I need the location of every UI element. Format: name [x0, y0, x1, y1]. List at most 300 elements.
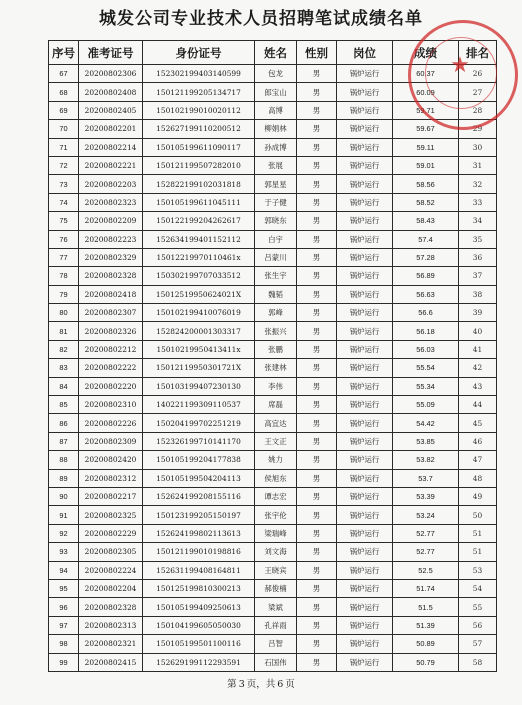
cell-name: 吕蒙川	[255, 248, 297, 266]
cell-rank: 31	[459, 156, 497, 174]
cell-position: 锅炉运行	[337, 120, 393, 138]
cell-score: 53.24	[393, 506, 459, 524]
cell-rank: 51	[459, 543, 497, 561]
cell-gender: 男	[297, 322, 337, 340]
cell-name: 张鹏	[255, 340, 297, 358]
cell-rank: 28	[459, 101, 497, 119]
cell-score: 55.34	[393, 377, 459, 395]
cell-position: 锅炉运行	[337, 175, 393, 193]
cell-name: 白宇	[255, 230, 297, 248]
cell-exam-id: 20200802226	[79, 414, 143, 432]
cell-seq: 69	[49, 101, 79, 119]
cell-id-card: 140221199309110537	[143, 396, 255, 414]
cell-name: 郝俊楠	[255, 579, 297, 597]
cell-seq: 82	[49, 340, 79, 358]
cell-gender: 男	[297, 561, 337, 579]
cell-exam-id: 20200802221	[79, 156, 143, 174]
header-rank: 排名	[459, 41, 497, 65]
cell-gender: 男	[297, 396, 337, 414]
cell-score: 52.77	[393, 543, 459, 561]
table-row	[49, 212, 497, 230]
cell-score: 53.85	[393, 432, 459, 450]
cell-id-card: 152629199112293591	[143, 653, 255, 671]
cell-seq: 90	[49, 487, 79, 505]
cell-position: 锅炉运行	[337, 432, 393, 450]
page-footer	[0, 676, 522, 690]
cell-rank: 56	[459, 616, 497, 634]
cell-rank: 50	[459, 506, 497, 524]
cell-score: 51.74	[393, 579, 459, 597]
cell-score: 50.89	[393, 635, 459, 653]
cell-score: 56.03	[393, 340, 459, 358]
cell-name: 张宇伦	[255, 506, 297, 524]
cell-score: 59.01	[393, 156, 459, 174]
cell-name: 张振兴	[255, 322, 297, 340]
cell-name: 孙成博	[255, 138, 297, 156]
cell-position: 锅炉运行	[337, 267, 393, 285]
cell-position: 锅炉运行	[337, 65, 393, 83]
cell-gender: 男	[297, 616, 337, 634]
cell-id-card: 15012519950624021X	[143, 285, 255, 303]
cell-name: 张展	[255, 156, 297, 174]
cell-id-card: 152326199710141170	[143, 432, 255, 450]
cell-seq: 96	[49, 598, 79, 616]
cell-gender: 男	[297, 451, 337, 469]
cell-name: 席磊	[255, 396, 297, 414]
cell-id-card: 150105199504204113	[143, 469, 255, 487]
cell-seq: 97	[49, 616, 79, 634]
table-row	[49, 83, 497, 101]
cell-id-card: 15012219970110461x	[143, 248, 255, 266]
cell-rank: 54	[459, 579, 497, 597]
cell-position: 锅炉运行	[337, 359, 393, 377]
cell-gender: 男	[297, 487, 337, 505]
cell-exam-id: 20200802408	[79, 83, 143, 101]
cell-seq: 70	[49, 120, 79, 138]
cell-score: 56.18	[393, 322, 459, 340]
table-row	[49, 359, 497, 377]
cell-seq: 99	[49, 653, 79, 671]
cell-seq: 81	[49, 322, 79, 340]
cell-gender: 男	[297, 653, 337, 671]
cell-score: 57.4	[393, 230, 459, 248]
cell-name: 吕智	[255, 635, 297, 653]
cell-id-card: 152634199401152112	[143, 230, 255, 248]
cell-rank: 30	[459, 138, 497, 156]
cell-rank: 47	[459, 451, 497, 469]
table-row	[49, 101, 497, 119]
cell-name: 高博	[255, 101, 297, 119]
cell-seq: 77	[49, 248, 79, 266]
cell-score: 53.7	[393, 469, 459, 487]
table-row	[49, 156, 497, 174]
cell-position: 锅炉运行	[337, 285, 393, 303]
cell-seq: 87	[49, 432, 79, 450]
cell-score: 55.09	[393, 396, 459, 414]
cell-position: 锅炉运行	[337, 414, 393, 432]
cell-score: 55.54	[393, 359, 459, 377]
cell-id-card: 150121199010198816	[143, 543, 255, 561]
cell-score: 53.82	[393, 451, 459, 469]
table-row	[49, 451, 497, 469]
cell-gender: 男	[297, 267, 337, 285]
cell-rank: 27	[459, 83, 497, 101]
cell-seq: 78	[49, 267, 79, 285]
cell-gender: 男	[297, 579, 337, 597]
cell-score: 52.5	[393, 561, 459, 579]
cell-id-card: 150104199605050030	[143, 616, 255, 634]
cell-rank: 48	[459, 469, 497, 487]
table-row	[49, 469, 497, 487]
cell-position: 锅炉运行	[337, 487, 393, 505]
cell-id-card: 150121199205134717	[143, 83, 255, 101]
cell-exam-id: 20200802415	[79, 653, 143, 671]
header-name: 姓名	[255, 41, 297, 65]
cell-id-card: 152627199110200512	[143, 120, 255, 138]
cell-position: 锅炉运行	[337, 322, 393, 340]
cell-gender: 男	[297, 524, 337, 542]
cell-rank: 55	[459, 598, 497, 616]
cell-exam-id: 20200802329	[79, 248, 143, 266]
cell-score: 52.77	[393, 524, 459, 542]
cell-gender: 男	[297, 65, 337, 83]
cell-id-card: 152822199102031818	[143, 175, 255, 193]
cell-gender: 男	[297, 543, 337, 561]
cell-seq: 85	[49, 396, 79, 414]
cell-exam-id: 20200802306	[79, 65, 143, 83]
cell-seq: 91	[49, 506, 79, 524]
cell-id-card: 150204199702251219	[143, 414, 255, 432]
table-row	[49, 579, 497, 597]
cell-exam-id: 20200802418	[79, 285, 143, 303]
cell-seq: 98	[49, 635, 79, 653]
cell-position: 锅炉运行	[337, 230, 393, 248]
cell-id-card: 150105199611045111	[143, 193, 255, 211]
cell-exam-id: 20200802405	[79, 101, 143, 119]
table-row	[49, 561, 497, 579]
cell-score: 51.5	[393, 598, 459, 616]
cell-name: 高宜达	[255, 414, 297, 432]
cell-position: 锅炉运行	[337, 635, 393, 653]
cell-id-card: 150105199204177838	[143, 451, 255, 469]
star-icon: ★	[450, 53, 470, 78]
cell-seq: 79	[49, 285, 79, 303]
cell-gender: 男	[297, 175, 337, 193]
header-position: 岗位	[337, 41, 393, 65]
cell-name: 孔祥雨	[255, 616, 297, 634]
table-row	[49, 635, 497, 653]
cell-name: 王文正	[255, 432, 297, 450]
cell-id-card: 152302199403140599	[143, 65, 255, 83]
document-title: 城发公司专业技术人员招聘笔试成绩名单	[99, 9, 423, 29]
cell-rank: 43	[459, 377, 497, 395]
cell-exam-id: 20200802222	[79, 359, 143, 377]
cell-seq: 72	[49, 156, 79, 174]
cell-position: 锅炉运行	[337, 304, 393, 322]
cell-name: 石国伟	[255, 653, 297, 671]
cell-id-card: 150102199410076019	[143, 304, 255, 322]
table-row	[49, 377, 497, 395]
cell-exam-id: 20200802305	[79, 543, 143, 561]
table-body	[49, 65, 497, 672]
cell-position: 锅炉运行	[337, 377, 393, 395]
footer-page-number: 3	[238, 679, 245, 690]
cell-id-card: 15012119950301721X	[143, 359, 255, 377]
cell-gender: 男	[297, 359, 337, 377]
footer-total-unit: 页	[285, 679, 295, 690]
table-row	[49, 322, 497, 340]
cell-seq: 89	[49, 469, 79, 487]
cell-rank: 33	[459, 193, 497, 211]
cell-exam-id: 20200802204	[79, 579, 143, 597]
cell-score: 58.43	[393, 212, 459, 230]
cell-name: 郭峰	[255, 304, 297, 322]
cell-position: 锅炉运行	[337, 561, 393, 579]
cell-gender: 男	[297, 248, 337, 266]
cell-seq: 86	[49, 414, 79, 432]
cell-seq: 92	[49, 524, 79, 542]
cell-score: 57.28	[393, 248, 459, 266]
table-row	[49, 414, 497, 432]
cell-seq: 67	[49, 65, 79, 83]
cell-exam-id: 20200802321	[79, 635, 143, 653]
table-row	[49, 248, 497, 266]
cell-exam-id: 20200802309	[79, 432, 143, 450]
cell-id-card: 150121199507282010	[143, 156, 255, 174]
cell-exam-id: 20200802203	[79, 175, 143, 193]
header-exam-id: 准考证号	[79, 41, 143, 65]
cell-rank: 58	[459, 653, 497, 671]
cell-seq: 76	[49, 230, 79, 248]
header-seq: 序号	[49, 41, 79, 65]
cell-seq: 88	[49, 451, 79, 469]
cell-rank: 39	[459, 304, 497, 322]
cell-id-card: 15010219950413411x	[143, 340, 255, 358]
cell-rank: 44	[459, 396, 497, 414]
table-row	[49, 598, 497, 616]
cell-exam-id: 20200802220	[79, 377, 143, 395]
cell-exam-id: 20200802229	[79, 524, 143, 542]
cell-position: 锅炉运行	[337, 193, 393, 211]
table-row	[49, 175, 497, 193]
table-row	[49, 396, 497, 414]
table-row	[49, 524, 497, 542]
cell-score: 56.63	[393, 285, 459, 303]
cell-rank: 42	[459, 359, 497, 377]
cell-name: 张生宇	[255, 267, 297, 285]
footer-prefix: 第	[227, 679, 237, 690]
cell-rank: 57	[459, 635, 497, 653]
cell-rank: 32	[459, 175, 497, 193]
cell-name: 刘文海	[255, 543, 297, 561]
cell-gender: 男	[297, 414, 337, 432]
cell-exam-id: 20200802209	[79, 212, 143, 230]
cell-seq: 94	[49, 561, 79, 579]
cell-seq: 68	[49, 83, 79, 101]
cell-position: 锅炉运行	[337, 469, 393, 487]
cell-position: 锅炉运行	[337, 101, 393, 119]
cell-name: 姚力	[255, 451, 297, 469]
cell-rank: 29	[459, 120, 497, 138]
cell-name: 王晓宾	[255, 561, 297, 579]
cell-position: 锅炉运行	[337, 598, 393, 616]
cell-seq: 74	[49, 193, 79, 211]
cell-exam-id: 20200802328	[79, 267, 143, 285]
cell-exam-id: 20200802328	[79, 598, 143, 616]
cell-position: 锅炉运行	[337, 616, 393, 634]
table-row	[49, 432, 497, 450]
cell-rank: 35	[459, 230, 497, 248]
cell-score: 51.39	[393, 616, 459, 634]
cell-score: 56.6	[393, 304, 459, 322]
cell-seq: 83	[49, 359, 79, 377]
cell-seq: 95	[49, 579, 79, 597]
cell-position: 锅炉运行	[337, 212, 393, 230]
cell-exam-id: 20200802312	[79, 469, 143, 487]
score-table	[48, 40, 497, 672]
cell-rank: 26	[459, 65, 497, 83]
table-row	[49, 340, 497, 358]
cell-id-card: 152624199802113613	[143, 524, 255, 542]
cell-id-card: 150302199707033512	[143, 267, 255, 285]
cell-gender: 男	[297, 83, 337, 101]
cell-rank: 53	[459, 561, 497, 579]
cell-seq: 71	[49, 138, 79, 156]
cell-name: 侯旭东	[255, 469, 297, 487]
table-row	[49, 65, 497, 83]
cell-rank: 38	[459, 285, 497, 303]
cell-score: 60.37	[393, 65, 459, 83]
cell-exam-id: 20200802325	[79, 506, 143, 524]
cell-gender: 男	[297, 469, 337, 487]
cell-id-card: 150105199501100116	[143, 635, 255, 653]
cell-gender: 男	[297, 304, 337, 322]
cell-position: 锅炉运行	[337, 138, 393, 156]
table-row	[49, 285, 497, 303]
cell-name: 郎宝山	[255, 83, 297, 101]
cell-id-card: 150122199204262617	[143, 212, 255, 230]
header-score: 成绩	[393, 41, 459, 65]
cell-id-card: 150105199409250613	[143, 598, 255, 616]
cell-rank: 45	[459, 414, 497, 432]
cell-position: 锅炉运行	[337, 396, 393, 414]
cell-seq: 80	[49, 304, 79, 322]
cell-id-card: 150123199205150197	[143, 506, 255, 524]
cell-gender: 男	[297, 212, 337, 230]
table-row	[49, 487, 497, 505]
cell-rank: 41	[459, 340, 497, 358]
cell-exam-id: 20200802224	[79, 561, 143, 579]
table-row	[49, 120, 497, 138]
cell-seq: 84	[49, 377, 79, 395]
cell-gender: 男	[297, 506, 337, 524]
footer-total-pages: 6	[277, 679, 284, 690]
cell-exam-id: 20200802310	[79, 396, 143, 414]
cell-id-card: 150103199407230130	[143, 377, 255, 395]
cell-score: 56.89	[393, 267, 459, 285]
cell-gender: 男	[297, 377, 337, 395]
cell-exam-id: 20200802214	[79, 138, 143, 156]
cell-exam-id: 20200802323	[79, 193, 143, 211]
cell-score: 60.09	[393, 83, 459, 101]
cell-exam-id: 20200802307	[79, 304, 143, 322]
cell-exam-id: 20200802326	[79, 322, 143, 340]
cell-score: 59.71	[393, 101, 459, 119]
header-id-card: 身份证号	[143, 41, 255, 65]
cell-position: 锅炉运行	[337, 156, 393, 174]
cell-score: 54.42	[393, 414, 459, 432]
cell-seq: 93	[49, 543, 79, 561]
cell-gender: 男	[297, 156, 337, 174]
cell-exam-id: 20200802313	[79, 616, 143, 634]
cell-gender: 男	[297, 120, 337, 138]
cell-rank: 36	[459, 248, 497, 266]
cell-rank: 51	[459, 524, 497, 542]
cell-score: 50.79	[393, 653, 459, 671]
cell-rank: 46	[459, 432, 497, 450]
cell-score: 58.52	[393, 193, 459, 211]
cell-position: 锅炉运行	[337, 83, 393, 101]
table-row	[49, 267, 497, 285]
cell-position: 锅炉运行	[337, 524, 393, 542]
cell-position: 锅炉运行	[337, 543, 393, 561]
table-row	[49, 193, 497, 211]
cell-gender: 男	[297, 101, 337, 119]
cell-rank: 37	[459, 267, 497, 285]
cell-exam-id: 20200802420	[79, 451, 143, 469]
cell-rank: 34	[459, 212, 497, 230]
cell-name: 郭星星	[255, 175, 297, 193]
table-row	[49, 138, 497, 156]
cell-gender: 男	[297, 635, 337, 653]
cell-position: 锅炉运行	[337, 248, 393, 266]
cell-name: 梁斌	[255, 598, 297, 616]
header-gender: 性别	[297, 41, 337, 65]
cell-name: 郭晓东	[255, 212, 297, 230]
cell-gender: 男	[297, 285, 337, 303]
table-row	[49, 230, 497, 248]
cell-rank: 40	[459, 322, 497, 340]
cell-name: 梁瑞峰	[255, 524, 297, 542]
cell-id-card: 152824200001303317	[143, 322, 255, 340]
cell-score: 58.56	[393, 175, 459, 193]
cell-id-card: 150102199010020112	[143, 101, 255, 119]
table-row	[49, 304, 497, 322]
cell-id-card: 150105199611090117	[143, 138, 255, 156]
table-row	[49, 543, 497, 561]
cell-exam-id: 20200802217	[79, 487, 143, 505]
cell-gender: 男	[297, 598, 337, 616]
cell-seq: 73	[49, 175, 79, 193]
cell-exam-id: 20200802223	[79, 230, 143, 248]
cell-position: 锅炉运行	[337, 506, 393, 524]
cell-id-card: 150125199810300213	[143, 579, 255, 597]
cell-name: 魏韬	[255, 285, 297, 303]
table-row	[49, 616, 497, 634]
cell-gender: 男	[297, 340, 337, 358]
cell-position: 锅炉运行	[337, 451, 393, 469]
table-header-row	[49, 41, 497, 65]
cell-position: 锅炉运行	[337, 653, 393, 671]
table-row	[49, 653, 497, 671]
cell-exam-id: 20200802212	[79, 340, 143, 358]
cell-score: 53.39	[393, 487, 459, 505]
cell-id-card: 152624199208155116	[143, 487, 255, 505]
cell-name: 柳娟林	[255, 120, 297, 138]
cell-id-card: 152631199408164811	[143, 561, 255, 579]
cell-score: 59.67	[393, 120, 459, 138]
cell-gender: 男	[297, 138, 337, 156]
